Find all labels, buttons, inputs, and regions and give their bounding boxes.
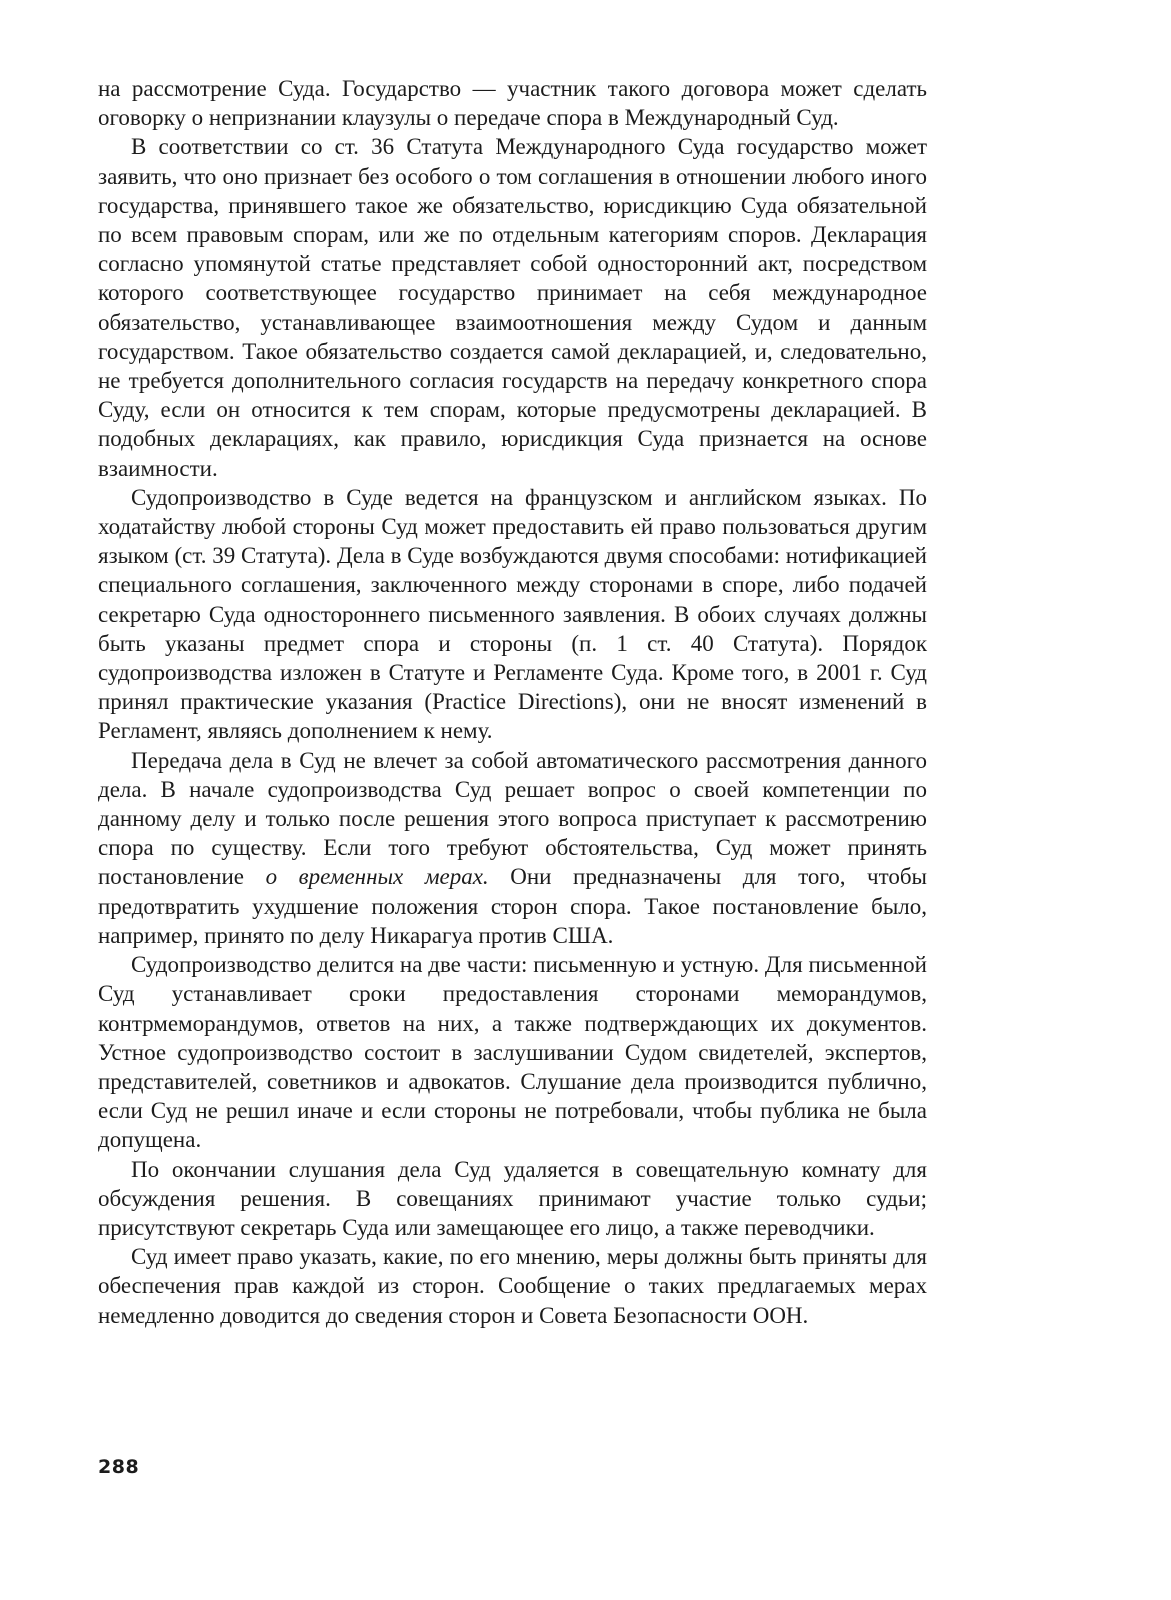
paragraph-text-before: Передача дела в Суд не влечет за собой автоматического рассмотрения данного дела. В начале судопроизводства Суд решает вопрос о своей компетенции по данному делу и только после решения этого вопроса приступает к рассмотрению спора по существу. Если того требуют обстоятельства, Суд может принять постановление (98, 747, 927, 890)
paragraph-deliberation: По окончании слушания дела Суд удаляется в совещательную комнату для обсуждения решения. В совещаниях принимают участие только судьи; присутствуют секретарь Суда или замещающее его лицо, а также переводчики. (98, 1156, 927, 1240)
page-body (98, 74, 927, 1330)
paragraph-measures: Суд имеет право указать, какие, по его мнению, меры должны быть приняты для обеспечения прав каждой из сторон. Сообщение о таких предлагаемых мерах немедленно доводится до сведения сторон и Совета Безопасности ООН. (98, 1244, 927, 1328)
paragraph-text-after: Они предназначены для того, чтобы предотвратить ухудшение положения сторон спора. Такое постановление было, например, принято по делу Никарагуа против США. (98, 864, 927, 948)
paragraph-continuation: на рассмотрение Суда. Государство — участник такого договора может сделать оговорку о непризнании клаузулы о передаче спора в Международный Суд. (98, 76, 927, 131)
paragraph-provisional-measures (98, 746, 927, 950)
paragraph-proceedings: Судопроизводство делится на две части: письменную и устную. Для письменной Суд устанавливает сроки предоставления сторонами меморандумов, контрмеморандумов, ответов на них, а также подтверждающих их документов. Устное судопроизводство состоит в заслушивании Судом свидетелей, экспертов, представителей, советников и адвокатов. Слушание дела производится публично, если Суд не решил иначе и если стороны не потребовали, чтобы публика не была допущена. (98, 952, 927, 1153)
emphasis-provisional-measures: о временных мерах. (265, 864, 489, 890)
paragraph-languages: Судопроизводство в Суде ведется на французском и английском языках. По ходатайству любой стороны Суд может предоставить ей право пользоваться другим языком (ст. 39 Статута). Дела в Суде возбуждаются двумя способами: нотификацией специального соглашения, заключенного между сторонами в споре, либо подачей секретарю Суда одностороннего письменного заявления. В обоих случаях должны быть указаны предмет спора и стороны (п. 1 ст. 40 Статута). Порядок судопроизводства изложен в Статуте и Регламенте Суда. Кроме того, в 2001 г. Суд принял практические указания (Practice Directions), они не вносят изменений в Регламент, являясь дополнением к нему. (98, 484, 927, 744)
page-number: 288 (98, 1456, 140, 1478)
paragraph-article-36: В соответствии со ст. 36 Статута Международного Суда государство может заявить, что оно признает без особого о том соглашения в отношении любого иного государства, принявшего такое же обязательство, юрисдикцию Суда обязательной по всем правовым спорам, или же по отдельным категориям споров. Декларация согласно упомянутой статье представляет собой односторонний акт, посредством которого соответствующее государство принимает на себя международное обязательство, устанавливающее взаимоотношения между Судом и данным государством. Такое обязательство создается самой декларацией, и, следовательно, не требуется дополнительного согласия государств на передачу конкретного спора Суду, если он относится к тем спорам, которые предусмотрены декларацией. В подобных декларациях, как правило, юрисдикция Суда признается на основе взаимности. (98, 134, 927, 481)
